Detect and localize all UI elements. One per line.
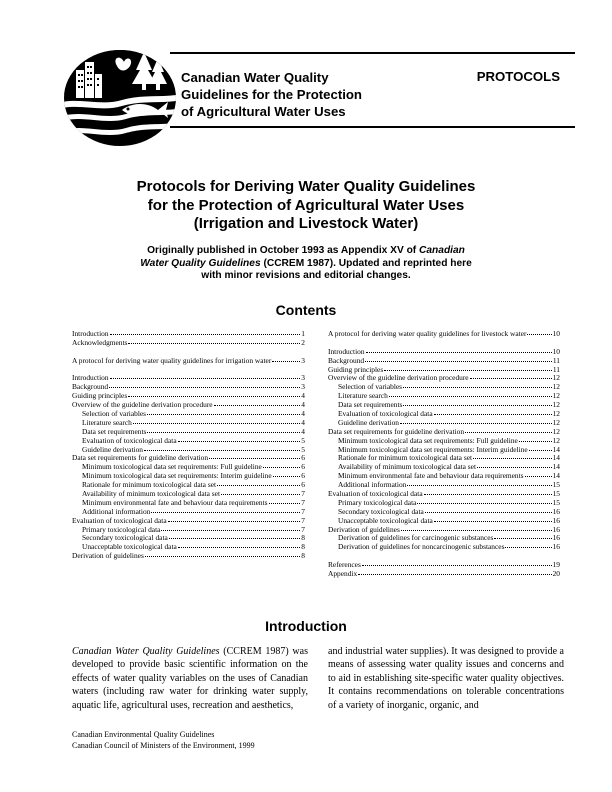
ccme-logo — [62, 44, 182, 146]
header-rule-bottom — [170, 126, 575, 128]
toc-entry-title: A protocol for deriving water quality guidelines for livestock water — [328, 329, 527, 338]
toc-page-number: 2 — [301, 337, 305, 347]
toc-entry-title: Minimum toxicological data set requirements: Full guideline — [338, 435, 518, 445]
toc-entry-title: Derivation of guidelines for carcinogenic substances — [338, 533, 494, 543]
toc-page-number: 11 — [552, 364, 560, 374]
footer — [72, 730, 255, 751]
toc-page-number: 10 — [552, 346, 560, 356]
toc-leader-dots — [209, 458, 300, 459]
toc-page-number: 20 — [552, 569, 560, 579]
toc-leader-dots — [109, 387, 300, 388]
toc-entry[interactable] — [328, 570, 560, 579]
toc-page-number: 5 — [301, 444, 305, 454]
toc-page-number: 8 — [301, 542, 305, 552]
toc-leader-dots — [401, 530, 552, 531]
toc-page-number: 7 — [301, 515, 305, 525]
toc-entry-title: Unacceptable toxicological data — [82, 542, 177, 552]
section-tag: PROTOCOLS — [476, 69, 560, 84]
toc-right-column — [328, 330, 560, 579]
intro-text: (CCREM 1987) was developed to provide basic scientific information on the effects of water quality variables on the uses of Canadian waters (including raw water for drinking water supply, aquatic life, agricultural uses, recreation and aesthetics, — [72, 646, 308, 711]
toc-page-number: 4 — [301, 391, 305, 401]
toc-leader-dots — [529, 450, 552, 451]
toc-entry[interactable] — [72, 552, 305, 561]
intro-text: and industrial water supplies). It was designed to provide a means of assessing water quality issues and concerns and to aid in establishing site-specific water quality objectives. It contains recommendations on tolerable concentrations of a variety of inorganic, organic, and — [328, 646, 564, 711]
toc-leader-dots — [470, 378, 552, 379]
toc-leader-dots — [366, 352, 552, 353]
toc-entry-title: Primary toxicological data — [338, 497, 417, 507]
toc-leader-dots — [505, 547, 551, 548]
toc-entry-title: Introduction — [328, 346, 365, 356]
introduction-heading: Introduction — [265, 618, 347, 634]
toc-entry[interactable] — [72, 339, 305, 348]
toc-leader-dots — [128, 396, 300, 397]
toc-page-number: 6 — [301, 471, 305, 481]
toc-page-number: 12 — [552, 382, 560, 392]
toc-page-number: 6 — [301, 480, 305, 490]
toc-leader-dots — [144, 450, 300, 451]
toc-entry-title: Guideline derivation — [82, 444, 143, 454]
toc-page-number: 4 — [301, 417, 305, 427]
toc-entry-title: Rationale for minimum toxicological data set — [338, 453, 473, 463]
toc-page-number: 15 — [552, 497, 560, 507]
intro-column-right — [328, 645, 564, 712]
note-text: with minor revisions and editorial changes. — [201, 270, 411, 281]
toc-page-number: 7 — [301, 497, 305, 507]
toc-entry-title: A protocol for deriving water quality guidelines for irrigation water — [72, 355, 272, 365]
toc-page-number: 7 — [301, 506, 305, 516]
toc-entry-title: Availability of minimum toxicological data set — [82, 489, 220, 499]
toc-page-number: 3 — [301, 382, 305, 392]
toc-entry-title: Primary toxicological data — [82, 524, 161, 534]
toc-page-number: 11 — [552, 355, 560, 365]
toc-leader-dots — [424, 494, 552, 495]
toc-page-number: 3 — [301, 355, 305, 365]
toc-page-number: 15 — [552, 480, 560, 490]
footer-line: Canadian Environmental Quality Guidelines — [72, 730, 215, 739]
toc-page-number: 14 — [552, 471, 560, 481]
toc-leader-dots — [161, 530, 300, 531]
note-text: Originally published in October 1993 as Appendix XV of — [147, 245, 420, 256]
toc-entry-title: Guiding principles — [328, 364, 384, 374]
toc-page-number: 12 — [552, 435, 560, 445]
toc-page-number: 14 — [552, 453, 560, 463]
toc-entry-title: Minimum toxicological data set requirements: Interim guideline — [338, 444, 528, 454]
toc-page-number: 16 — [552, 542, 560, 552]
toc-entry-title: Minimum toxicological data set requirements: Interim guideline — [82, 471, 272, 481]
toc-leader-dots — [147, 414, 300, 415]
toc-leader-dots — [169, 538, 301, 539]
toc-spacer — [328, 552, 560, 561]
toc-leader-dots — [263, 467, 300, 468]
toc-leader-dots — [273, 476, 301, 477]
toc-entry-title: Selection of variables — [338, 382, 403, 392]
toc-entry-title: Derivation of guidelines — [72, 551, 144, 561]
toc-page-number: 7 — [301, 489, 305, 499]
toc-leader-dots — [133, 423, 300, 424]
toc-leader-dots — [269, 503, 301, 504]
note-text: (CCREM 1987). Updated and reprinted here — [260, 257, 472, 269]
toc-entry-title: Evaluation of toxicological data — [328, 489, 423, 499]
toc-entry-title: References — [328, 560, 361, 570]
intro-column-left — [72, 645, 308, 712]
toc-leader-dots — [527, 334, 551, 335]
toc-page-number: 12 — [552, 391, 560, 401]
toc-entry-title: Minimum toxicological data set requirements: Full guideline — [82, 462, 262, 472]
toc-page-number: 10 — [552, 329, 560, 338]
toc-page-number: 4 — [301, 400, 305, 410]
footer-line: Canadian Council of Ministers of the Environment, 1999 — [72, 740, 255, 750]
toc-entry-title: Data set requirements — [82, 426, 147, 436]
toc-left-column — [72, 330, 305, 561]
toc-page-number: 14 — [552, 462, 560, 472]
toc-leader-dots — [425, 512, 552, 513]
toc-page-number: 6 — [301, 462, 305, 472]
toc-entry-title: Additional information — [338, 480, 407, 490]
toc-leader-dots — [519, 441, 552, 442]
intro-italic: Canadian Water Quality Guidelines — [72, 646, 220, 657]
toc-leader-dots — [403, 387, 552, 388]
toc-page-number: 8 — [301, 551, 305, 561]
toc-entry-title: Evaluation of toxicological data — [338, 409, 433, 419]
toc-page-number: 12 — [552, 409, 560, 419]
title-line: (Irrigation and Livestock Water) — [193, 215, 419, 232]
toc-leader-dots — [358, 574, 551, 575]
toc-entry[interactable] — [328, 543, 560, 552]
toc-leader-dots — [403, 405, 551, 406]
toc-page-number: 12 — [552, 373, 560, 383]
contents-heading: Contents — [275, 302, 337, 318]
toc-entry-title: Overview of the guideline derivation procedure — [72, 400, 213, 410]
toc-entry[interactable] — [328, 330, 560, 339]
toc-entry-title: Rationale for minimum toxicological data set — [82, 480, 217, 490]
toc-page-number: 5 — [301, 435, 305, 445]
toc-entry-title: Evaluation of toxicological data — [82, 435, 177, 445]
toc-page-number: 12 — [552, 400, 560, 410]
toc-entry-title: Data set requirements for guideline derivation — [328, 426, 465, 436]
toc-entry-title: Background — [328, 355, 365, 365]
toc-page-number: 19 — [552, 560, 560, 570]
series-title-line: Canadian Water Quality — [181, 70, 329, 85]
toc-page-number: 4 — [301, 426, 305, 436]
toc-entry-title: Guiding principles — [72, 391, 128, 401]
header-rule-top — [170, 52, 575, 54]
toc-leader-dots — [434, 521, 552, 522]
series-title-line: Guidelines for the Protection — [181, 87, 362, 102]
toc-page-number: 16 — [552, 524, 560, 534]
toc-leader-dots — [417, 503, 551, 504]
publication-note — [60, 245, 552, 283]
toc-leader-dots — [221, 494, 300, 495]
toc-page-number: 15 — [552, 489, 560, 499]
toc-leader-dots — [168, 521, 301, 522]
toc-leader-dots — [178, 547, 300, 548]
toc-leader-dots — [178, 441, 301, 442]
toc-page-number: 16 — [552, 533, 560, 543]
toc-leader-dots — [147, 432, 300, 433]
toc-entry-title: Unacceptable toxicological data — [338, 515, 433, 525]
note-italic: Canadian — [419, 245, 465, 256]
toc-page-number: 16 — [552, 506, 560, 516]
toc-page-number: 16 — [552, 515, 560, 525]
toc-leader-dots — [400, 423, 552, 424]
toc-leader-dots — [477, 467, 552, 468]
note-italic: Water Quality Guidelines — [140, 257, 261, 269]
toc-entry-title: Secondary toxicological data — [338, 506, 424, 516]
toc-leader-dots — [110, 334, 301, 335]
toc-leader-dots — [110, 378, 301, 379]
toc-leader-dots — [362, 565, 552, 566]
title-line: for the Protection of Agricultural Water Uses — [147, 196, 465, 214]
toc-leader-dots — [384, 370, 552, 371]
toc-entry-title: Derivation of guidelines — [328, 524, 400, 534]
toc-entry-title: Additional information — [82, 506, 151, 516]
series-title — [181, 69, 421, 120]
toc-entry-title: Derivation of guidelines for noncarcinogenic substances — [338, 542, 505, 552]
toc-entry-title: Data set requirements for guideline derivation — [72, 453, 209, 463]
toc-entry-title: Minimum environmental fate and behaviour data requirements — [338, 471, 524, 481]
document-title — [60, 178, 552, 234]
toc-entry-title: Guideline derivation — [338, 417, 399, 427]
toc-leader-dots — [525, 476, 552, 477]
toc-leader-dots — [272, 361, 300, 362]
title-line: Protocols for Deriving Water Quality Guidelines — [136, 178, 476, 195]
toc-page-number: 6 — [301, 453, 305, 463]
toc-page-number: 12 — [552, 417, 560, 427]
toc-entry-title: Selection of variables — [82, 409, 147, 419]
toc-page-number: 4 — [301, 409, 305, 419]
toc-entry-title: Background — [72, 382, 109, 392]
toc-entry[interactable] — [72, 357, 305, 366]
toc-leader-dots — [434, 414, 552, 415]
toc-page-number: 12 — [552, 426, 560, 436]
toc-leader-dots — [365, 361, 552, 362]
toc-entry-title: Data set requirements — [338, 400, 403, 410]
toc-leader-dots — [389, 396, 552, 397]
toc-leader-dots — [494, 538, 551, 539]
toc-entry-title: Literature search — [338, 391, 388, 401]
toc-entry-title: Secondary toxicological data — [82, 533, 168, 543]
toc-page-number: 8 — [301, 533, 305, 543]
toc-entry-title: Acknowledgments — [72, 337, 128, 347]
toc-entry-title: Availability of minimum toxicological data set — [338, 462, 476, 472]
toc-page-number: 7 — [301, 524, 305, 534]
toc-entry-title: Minimum environmental fate and behaviour data requirements — [82, 497, 268, 507]
toc-entry-title: Appendix — [328, 569, 358, 579]
toc-entry[interactable] — [328, 561, 560, 570]
toc-entry-title: Evaluation of toxicological data — [72, 515, 167, 525]
toc-page-number: 14 — [552, 444, 560, 454]
toc-leader-dots — [473, 458, 552, 459]
toc-entry-title: Literature search — [82, 417, 132, 427]
toc-leader-dots — [214, 405, 301, 406]
toc-page-number: 1 — [301, 329, 305, 338]
toc-entry-title: Overview of the guideline derivation procedure — [328, 373, 469, 383]
series-title-line: of Agricultural Water Uses — [181, 104, 346, 119]
toc-leader-dots — [128, 343, 300, 344]
toc-leader-dots — [465, 432, 552, 433]
toc-leader-dots — [151, 512, 300, 513]
toc-entry-title: Introduction — [72, 373, 109, 383]
toc-page-number: 3 — [301, 373, 305, 383]
toc-leader-dots — [217, 485, 300, 486]
toc-leader-dots — [407, 485, 551, 486]
toc-entry-title: Introduction — [72, 329, 109, 338]
toc-leader-dots — [145, 556, 300, 557]
